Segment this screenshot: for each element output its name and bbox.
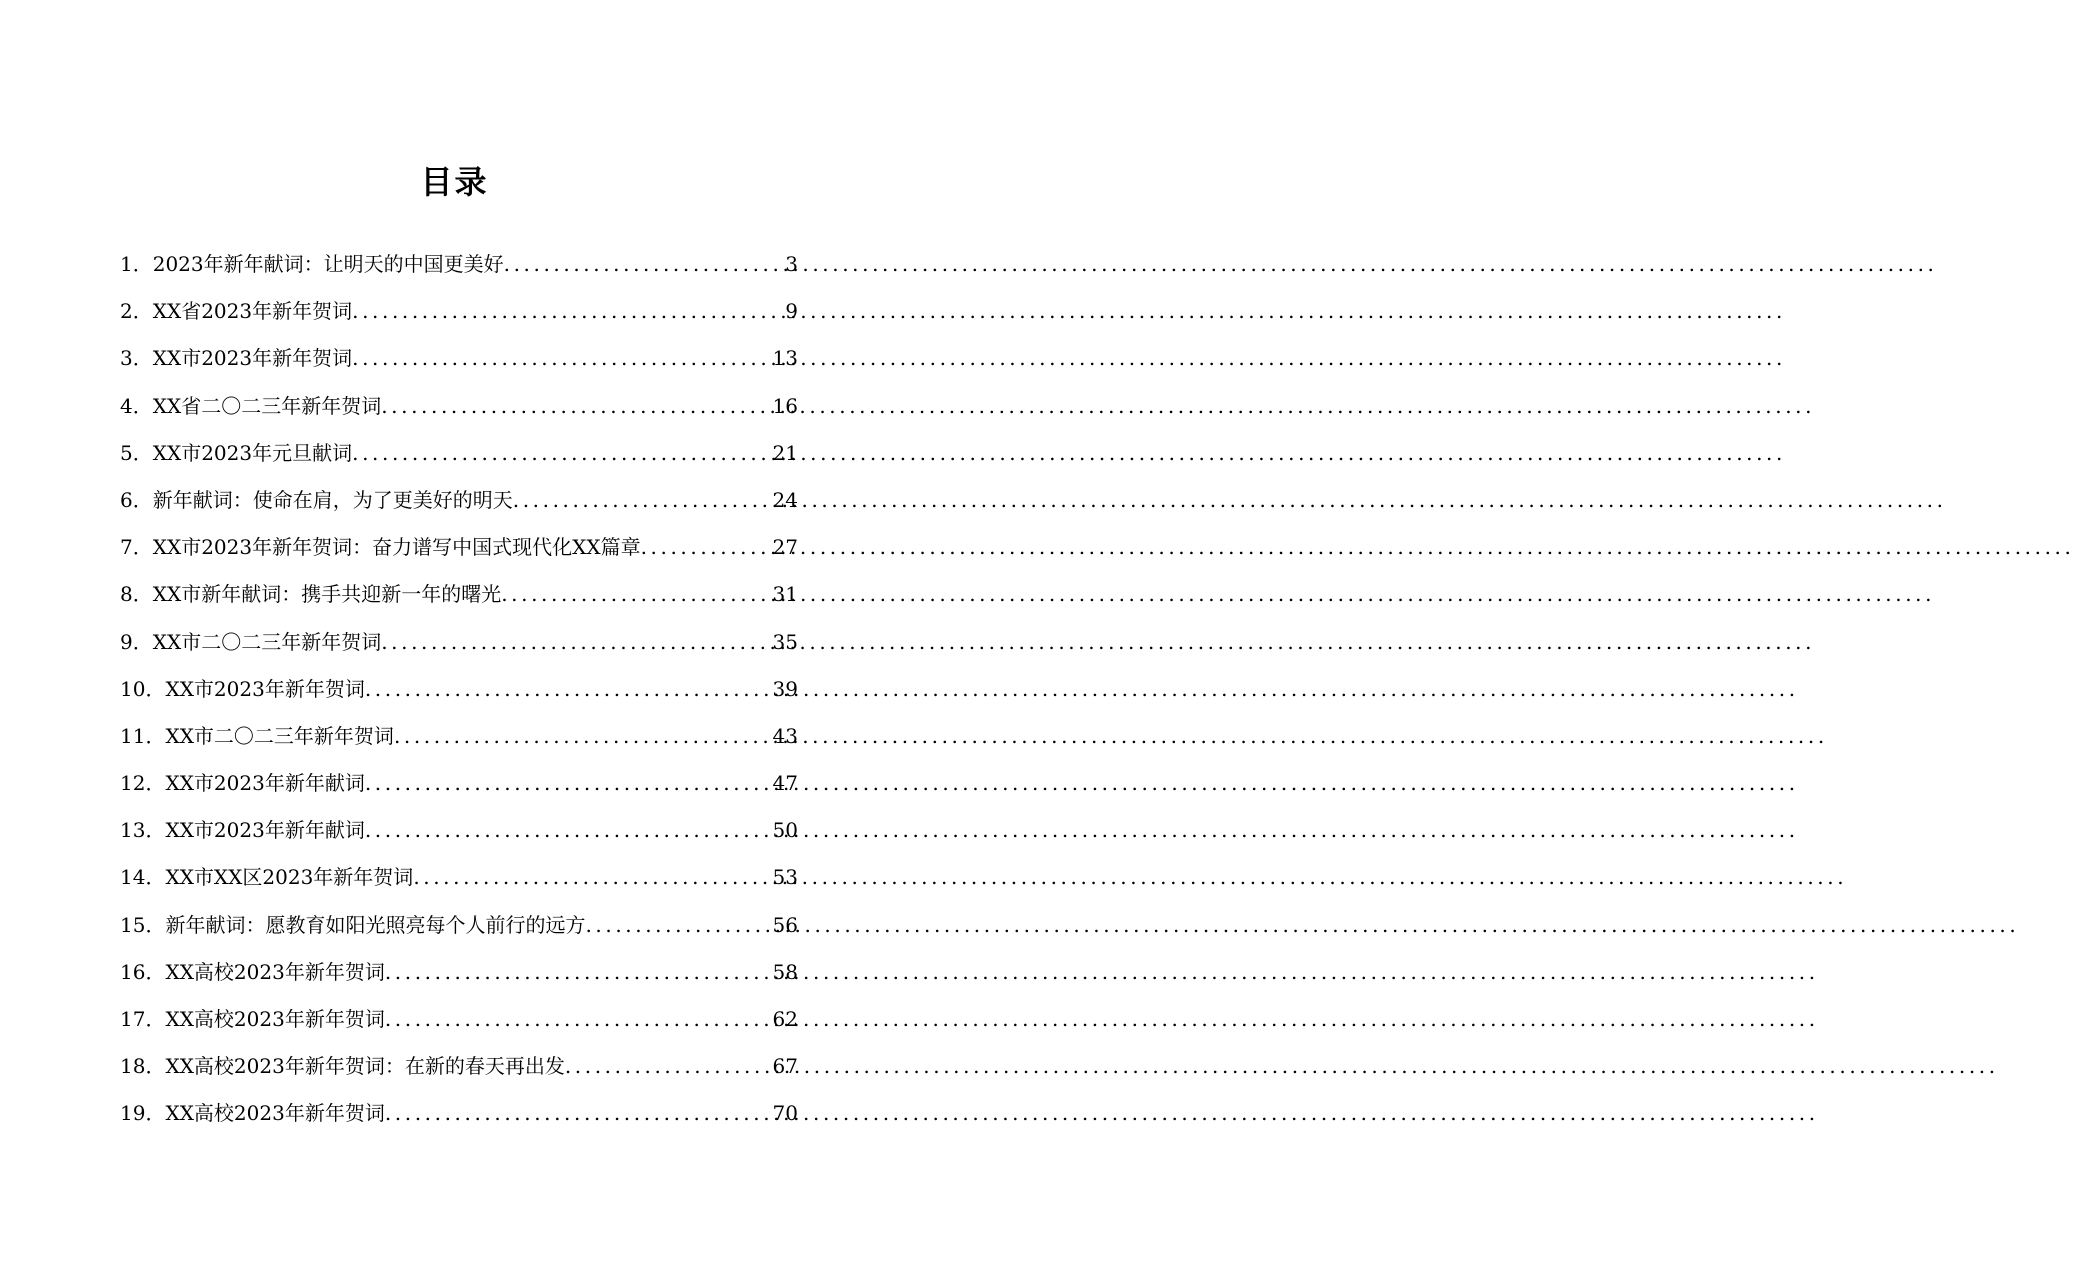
toc-entry-page: 47 bbox=[772, 771, 798, 796]
toc-dot-leader bbox=[501, 571, 772, 618]
toc-dot-leader bbox=[641, 524, 773, 571]
toc-entry-title: XX市XX区2023年新年贺词 bbox=[165, 865, 414, 890]
toc-entry-page: 31 bbox=[772, 582, 798, 607]
toc-entry-title: XX市二〇二三年新年贺词 bbox=[152, 629, 382, 654]
toc-entry-page: 27 bbox=[772, 535, 798, 560]
toc-entry-page: 24 bbox=[772, 487, 798, 512]
toc-entry-title: XX市2023年新年贺词 bbox=[152, 346, 353, 371]
toc-entry-page: 53 bbox=[772, 865, 798, 890]
toc-entry-title: XX市2023年新年贺词：奋力谱写中国式现代化XX篇章 bbox=[152, 535, 641, 560]
toc-dot-leader bbox=[381, 383, 772, 430]
toc-dot-leader bbox=[352, 335, 772, 382]
toc-entry-title: XX市新年献词：携手共迎新一年的曙光 bbox=[152, 582, 502, 607]
toc-entry-title: XX高校2023年新年贺词 bbox=[165, 959, 385, 984]
toc-entry-page: 35 bbox=[772, 629, 798, 654]
toc-entry[interactable] bbox=[120, 713, 798, 760]
toc-entry-title: 2023年新年献词：让明天的中国更美好 bbox=[152, 252, 504, 276]
document-page bbox=[0, 0, 909, 1286]
toc-dot-leader bbox=[352, 430, 772, 477]
toc-entry-page: 9 bbox=[785, 299, 798, 324]
toc-dot-leader bbox=[352, 288, 785, 335]
toc-entry-title: XX高校2023年新年贺词：在新的春天再出发 bbox=[165, 1054, 565, 1079]
toc-entry-number: 8． bbox=[120, 582, 153, 607]
toc-entry[interactable] bbox=[120, 760, 798, 807]
toc-entry-title: XX市2023年新年贺词 bbox=[165, 676, 365, 701]
toc-dot-leader bbox=[385, 1090, 773, 1137]
toc-entry-page: 39 bbox=[772, 676, 798, 701]
toc-entry-page: 50 bbox=[772, 818, 798, 843]
toc-entry-number: 2． bbox=[120, 299, 153, 324]
toc-entry-number: 4． bbox=[120, 393, 153, 418]
toc-dot-leader bbox=[504, 241, 786, 288]
toc-dot-leader bbox=[381, 619, 772, 666]
toc-entry[interactable] bbox=[120, 949, 798, 996]
toc-entry-title: XX省二〇二三年新年贺词 bbox=[152, 393, 382, 418]
toc-entry[interactable] bbox=[120, 666, 798, 713]
toc-entry-title: 新年献词：愿教育如阳光照亮每个人前行的远方 bbox=[165, 912, 586, 937]
toc-entry-page: 16 bbox=[772, 393, 798, 418]
toc-dot-leader bbox=[365, 807, 773, 854]
toc-dot-leader bbox=[565, 1043, 773, 1090]
toc-entry-page: 56 bbox=[772, 912, 798, 937]
toc-entry-number: 11． bbox=[120, 723, 166, 748]
toc-dot-leader bbox=[413, 854, 772, 901]
toc-entry[interactable] bbox=[120, 807, 798, 854]
toc-entry-title: XX省2023年新年贺词 bbox=[152, 299, 353, 324]
toc-entry-title: 新年献词：使命在肩，为了更美好的明天 bbox=[152, 487, 513, 512]
toc-entry-number: 17． bbox=[120, 1007, 166, 1031]
toc-entry-number: 15． bbox=[120, 912, 166, 937]
toc-entry-title: XX高校2023年新年贺词 bbox=[165, 1101, 385, 1126]
toc-entry[interactable] bbox=[120, 1090, 798, 1137]
toc-dot-leader bbox=[513, 477, 773, 524]
toc-entry-page: 3 bbox=[785, 252, 798, 276]
toc-entry-number: 6． bbox=[120, 487, 153, 512]
toc-entry-number: 18． bbox=[120, 1054, 166, 1079]
toc-entry[interactable] bbox=[120, 902, 798, 949]
toc-entry-title: XX高校2023年新年贺词 bbox=[165, 1007, 385, 1031]
toc-entry-title: XX市2023年元旦献词 bbox=[152, 440, 353, 465]
toc-entry-page: 58 bbox=[772, 959, 798, 984]
toc-entry[interactable] bbox=[120, 996, 798, 1043]
toc-entry-number: 14． bbox=[120, 865, 166, 890]
toc-entry[interactable] bbox=[120, 288, 798, 335]
toc-entry-number: 3． bbox=[120, 346, 153, 371]
toc-entry[interactable] bbox=[120, 571, 798, 618]
toc-entry-title: XX市2023年新年献词 bbox=[165, 818, 365, 843]
toc-dot-leader bbox=[365, 666, 773, 713]
toc-entry-page: 62 bbox=[772, 1007, 798, 1031]
toc-entry-title: XX市二〇二三年新年贺词 bbox=[165, 723, 394, 748]
toc-dot-leader bbox=[385, 996, 773, 1043]
toc-dot-leader bbox=[585, 902, 772, 949]
toc-entry-page: 13 bbox=[772, 346, 798, 371]
toc-entry-number: 1． bbox=[120, 252, 153, 276]
toc-entry-page: 67 bbox=[772, 1054, 798, 1079]
toc-entry-page: 21 bbox=[772, 440, 798, 465]
toc-list bbox=[120, 241, 798, 1138]
toc-entry[interactable] bbox=[120, 619, 798, 666]
toc-entry[interactable] bbox=[120, 241, 798, 288]
toc-title: 目录 bbox=[420, 163, 489, 201]
toc-entry-number: 7． bbox=[120, 535, 153, 560]
toc-entry-page: 43 bbox=[772, 723, 798, 748]
toc-entry-title: XX市2023年新年献词 bbox=[165, 771, 365, 796]
toc-dot-leader bbox=[365, 760, 773, 807]
toc-entry[interactable] bbox=[120, 430, 798, 477]
toc-entry-page: 70 bbox=[772, 1101, 798, 1126]
toc-entry[interactable] bbox=[120, 477, 798, 524]
toc-entry-number: 10． bbox=[120, 676, 166, 701]
toc-entry-number: 13． bbox=[120, 818, 166, 843]
toc-entry-number: 9． bbox=[120, 629, 153, 654]
toc-entry-number: 19． bbox=[120, 1101, 166, 1126]
toc-entry[interactable] bbox=[120, 854, 798, 901]
toc-entry[interactable] bbox=[120, 335, 798, 382]
toc-entry-number: 5． bbox=[120, 440, 153, 465]
toc-dot-leader bbox=[394, 713, 773, 760]
toc-entry[interactable] bbox=[120, 524, 798, 571]
toc-entry-number: 16． bbox=[120, 959, 166, 984]
toc-entry[interactable] bbox=[120, 1043, 798, 1090]
toc-entry[interactable] bbox=[120, 383, 798, 430]
toc-dot-leader bbox=[385, 949, 773, 996]
toc-entry-number: 12． bbox=[120, 771, 166, 796]
